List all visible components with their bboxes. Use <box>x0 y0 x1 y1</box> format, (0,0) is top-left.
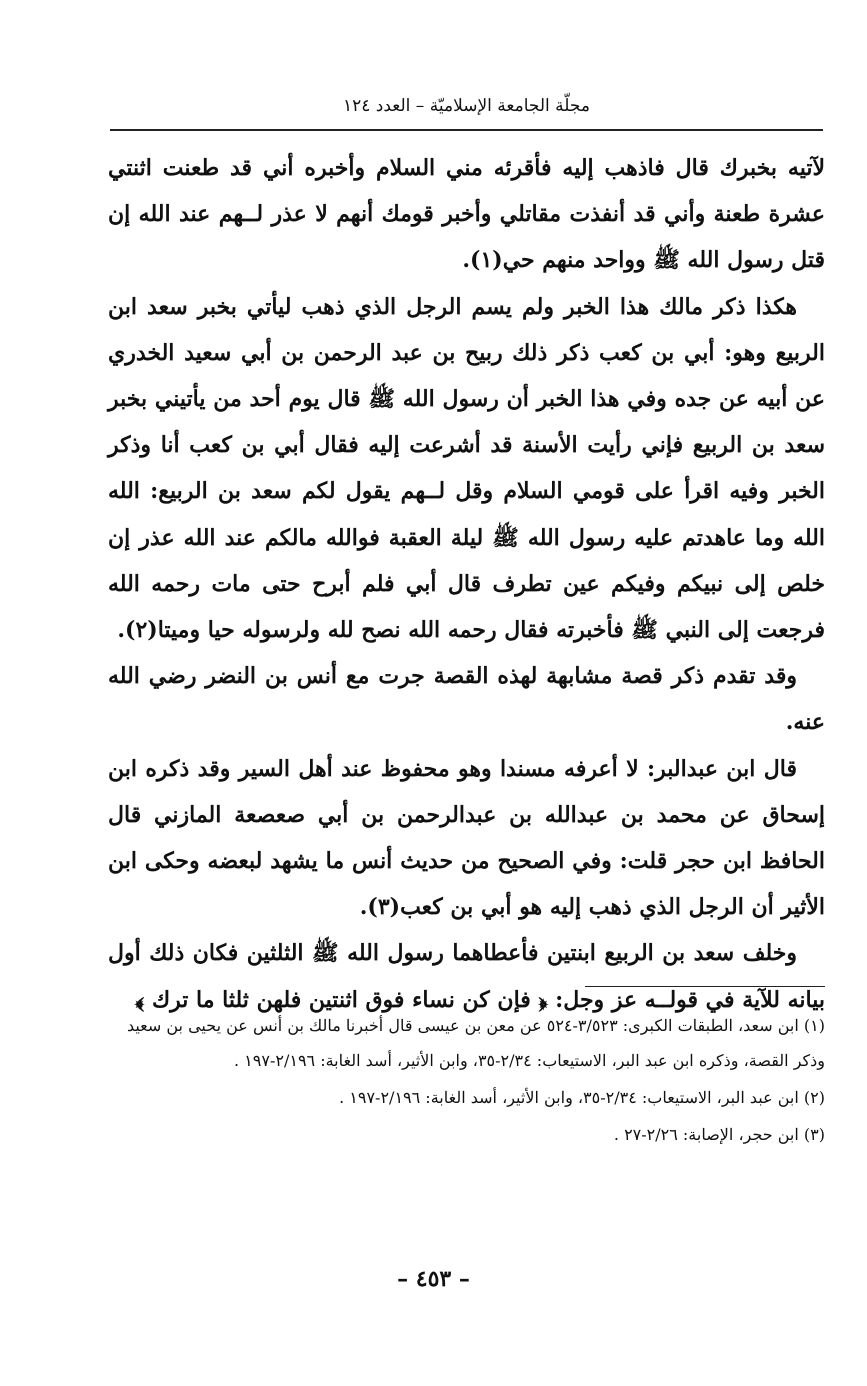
footnotes <box>108 1008 825 1154</box>
footnote-2: (٢) ابن عبد البر، الاستيعاب: ٢/٣٤-٣٥، وابن الأثير، أسد الغابة: ٢/١٩٦-١٩٧ . <box>339 1088 825 1107</box>
page-number: – ٤٥٣ – <box>397 1266 470 1292</box>
paragraph-2: هكذا ذكر مالك هذا الخبر ولم يسم الرجل الذي ذهب ليأتي بخبر سعد ابن الربيع وهو: أبي بن كعب ذكر ذلك ربيح بن عبد الرحمن بن أبي سعيد الخدري عن أبيه عن جده وفي هذا الخبر أن رسول الله ﷺ قال يوم أحد من يأتيني بخبر سعد بن الربيع فإني رأيت الأسنة قد أشرعت إليه فقال أبي بن كعب أنا وذكر الخبر وفيه اقرأ على قومي السلام وقل لــهم يقول لكم سعد بن الربيع: الله الله وما عاهدتم عليه رسول الله ﷺ ليلة العقبة فوالله مالكم عند الله عذر إن خلص إلى نبيكم وفيكم عين تطرف قال أبي فلم أبرح حتى مات رحمه الله فرجعت إلى النبي ﷺ فأخبرته فقال رحمه الله نصح لله ولرسوله حيا وميتا(٢). <box>108 293 825 644</box>
footnote-3: (٣) ابن حجر، الإصابة: ٢/٢٦-٢٧ . <box>613 1125 825 1144</box>
paragraph-5: وخلف سعد بن الربيع ابنتين فأعطاهما رسول الله ﷺ الثلثين فكان ذلك أول بيانه للآية في قولــه عز وجل: ﴿ فإن كن نساء فوق اثنتين فلهن ثلثا ما ترك ﴾ <box>108 940 825 1013</box>
paragraph-1: لآتيه بخبرك قال فاذهب إليه فأقرئه مني السلام وأخبره أني قد طعنت اثنتي عشرة طعنة وأني قد أنفذت مقاتلي وأخبر قومك أنهم لا عذر لــهم عند الله إن قتل رسول الله ﷺ وواحد منهم حي(١). <box>108 155 825 274</box>
footnote-divider <box>585 986 825 987</box>
body-text <box>108 145 825 1023</box>
header-divider <box>110 129 823 131</box>
footnote-1: (١) ابن سعد، الطبقات الكبرى: ٣/٥٢٣-٥٢٤ عن معن بن عيسى قال أخبرنا مالك بن أنس عن يحيى بن سعيد وذكر القصة، وذكره ابن عبد البر، الاستيعاب: ٢/٣٤-٣٥، وابن الأثير، أسد الغابة: ٢/١٩٦-١٩٧ . <box>126 1016 825 1070</box>
paragraph-3: وقد تقدم ذكر قصة مشابهة لهذه القصة جرت مع أنس بن النضر رضي الله عنه. <box>108 663 825 736</box>
running-header: مجلّة الجامعة الإسلاميّة – العدد ١٢٤ <box>343 96 590 116</box>
paragraph-4: قال ابن عبدالبر: لا أعرفه مسندا وهو محفوظ عند أهل السير وقد ذكره ابن إسحاق عن محمد بن عبدالله بن عبدالرحمن بن أبي صعصعة المازني قال الحافظ ابن حجر قلت: وفي الصحيح من حديث أنس ما يشهد لبعضه وحكى ابن الأثير أن الرجل الذي ذهب إليه هو أبي بن كعب(٣). <box>108 755 825 921</box>
